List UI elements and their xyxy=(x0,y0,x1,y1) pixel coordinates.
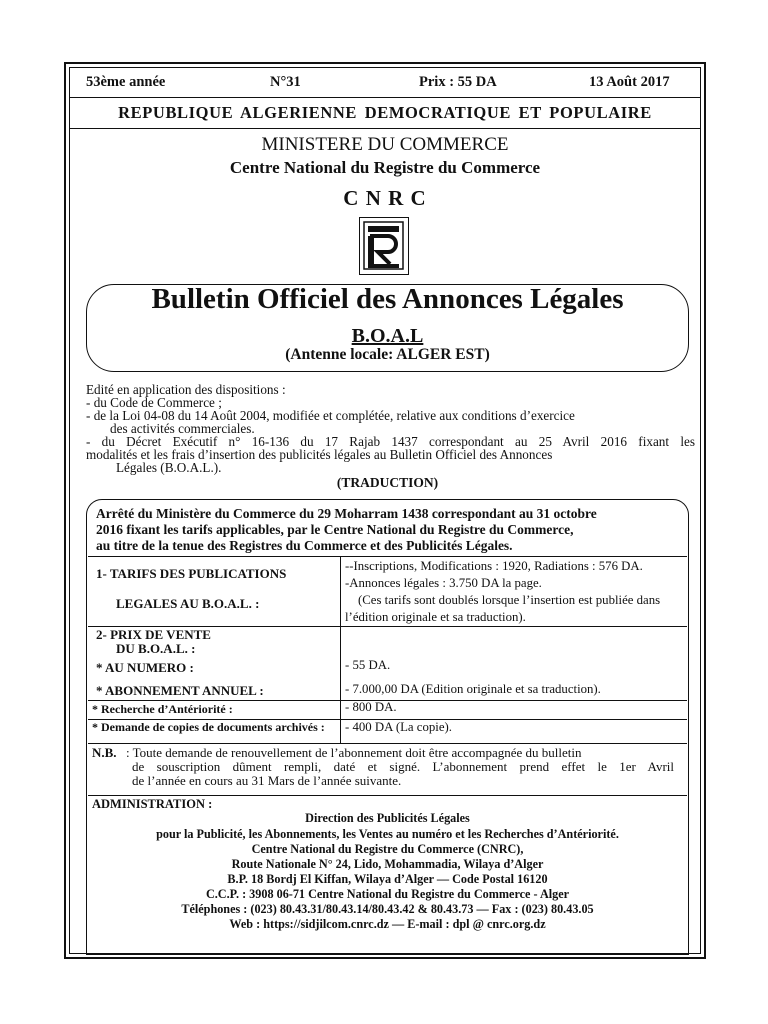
republic-divider xyxy=(69,128,701,129)
administration-line: Téléphones : (023) 80.43.31/80.43.14/80.43.42 & 80.43.73 — Fax : (023) 80.43.05 xyxy=(181,902,594,916)
arrete-line: 2016 fixant les tarifs applicables, par le Centre National du Registre du Commerce, xyxy=(96,522,574,537)
header-divider xyxy=(69,97,701,98)
row-divider xyxy=(88,795,687,796)
recherche-label: * Recherche d’Antériorité : xyxy=(92,702,233,716)
abonnement-label: * ABONNEMENT ANNUEL : xyxy=(96,683,264,698)
column-divider xyxy=(340,556,341,743)
centre-title: Centre National du Registre du Commerce xyxy=(229,158,541,177)
nb-prefix: N.B. xyxy=(92,745,117,760)
numero-value: - 55 DA. xyxy=(345,658,391,672)
tarifs-value: -Annonces légales : 3.750 DA la page. xyxy=(345,576,542,590)
tarifs-value: --Inscriptions, Modifications : 1920, Radiations : 576 DA. xyxy=(345,559,643,573)
numero-label: * AU NUMERO : xyxy=(96,660,194,675)
tarifs-value: (Ces tarifs sont doublés lorsque l’insertion est publiée dans xyxy=(358,593,661,607)
cnrc-logo xyxy=(359,217,409,275)
copies-label: * Demande de copies de documents archivés : xyxy=(92,720,325,734)
bulletin-antenne: (Antenne locale: ALGER EST) xyxy=(285,346,490,363)
prix-label: 2- PRIX DE VENTE xyxy=(96,627,211,642)
traduction-label: (TRADUCTION) xyxy=(336,475,439,490)
bulletin-abbr: B.O.A.L xyxy=(351,325,424,347)
bulletin-title: Bulletin Officiel des Annonces Légales xyxy=(151,283,624,315)
administration-line: Route Nationale N° 24, Lido, Mohammadia, Wilaya d’Alger xyxy=(231,857,544,871)
intro-line: - du Décret Exécutif n° 16-136 du 17 Rajab 1437 correspondant au 25 Avril 2016 fixant les xyxy=(86,434,695,449)
arrete-line: Arrêté du Ministère du Commerce du 29 Moharram 1438 correspondant au 31 octobre xyxy=(96,506,597,521)
administration-line: Web : https://sidjilcom.cnrc.dz — E-mail : dpl @ cnrc.org.dz xyxy=(229,917,546,931)
row-divider xyxy=(88,743,687,744)
recherche-value: - 800 DA. xyxy=(345,700,397,714)
nb-line: de l’année en cours au 31 Mars de l’année suivante. xyxy=(132,773,402,788)
intro-line: des activités commerciales. xyxy=(110,421,255,436)
tarifs-label: 1- TARIFS DES PUBLICATIONS xyxy=(96,566,287,581)
administration-line: B.P. 18 Bordj El Kiffan, Wilaya d’Alger — Code Postal 16120 xyxy=(227,872,548,886)
republic-title: REPUBLIQUE ALGERIENNE DEMOCRATIQUE ET POPULAIRE xyxy=(118,103,652,122)
tarifs-value: l’édition originale et sa traduction). xyxy=(345,610,526,624)
cnrc-logo-icon xyxy=(360,218,407,273)
intro-line: - du Code de Commerce ; xyxy=(86,395,222,410)
tarifs-label: LEGALES AU B.O.A.L. : xyxy=(116,596,260,611)
issue-price: Prix : 55 DA xyxy=(419,74,497,90)
intro-line: - de la Loi 04-08 du 14 Août 2004, modifiée et complétée, relative aux conditions d’exercice xyxy=(86,408,575,423)
acronym: C N R C xyxy=(343,186,427,210)
issue-number: N°31 xyxy=(270,74,301,90)
administration-line: pour la Publicité, les Abonnements, les Ventes au numéro et les Recherches d’Antériorité. xyxy=(156,827,619,841)
administration-heading: ADMINISTRATION : xyxy=(92,797,213,811)
intro-line: Edité en application des dispositions : xyxy=(86,382,286,397)
administration-line: Centre National du Registre du Commerce (CNRC), xyxy=(251,842,524,856)
abonnement-value: - 7.000,00 DA (Edition originale et sa traduction). xyxy=(345,682,601,696)
arrete-line: au titre de la tenue des Registres du Commerce et des Publicités Légales. xyxy=(96,538,513,553)
row-divider xyxy=(88,556,687,557)
administration-line: Direction des Publicités Légales xyxy=(305,811,470,825)
nb-line: : Toute demande de renouvellement de l’abonnement doit être accompagnée du bulletin xyxy=(126,745,582,760)
nb-line: de souscription dûment rempli, daté et signé. L’abonnement prend effet le 1er Avril xyxy=(132,759,674,774)
copies-value: - 400 DA (La copie). xyxy=(345,720,452,734)
ministry-title: MINISTERE DU COMMERCE xyxy=(261,134,509,155)
intro-line: Légales (B.O.A.L.). xyxy=(116,460,222,475)
prix-label: DU B.O.A.L. : xyxy=(116,641,196,656)
issue-year: 53ème année xyxy=(86,74,166,90)
intro-line: modalités et les frais d’insertion des publicités légales au Bulletin Officiel des Annonces xyxy=(86,447,553,462)
administration-line: C.C.P. : 3908 06-71 Centre National du Registre du Commerce - Alger xyxy=(205,887,570,901)
issue-date: 13 Août 2017 xyxy=(589,74,670,90)
